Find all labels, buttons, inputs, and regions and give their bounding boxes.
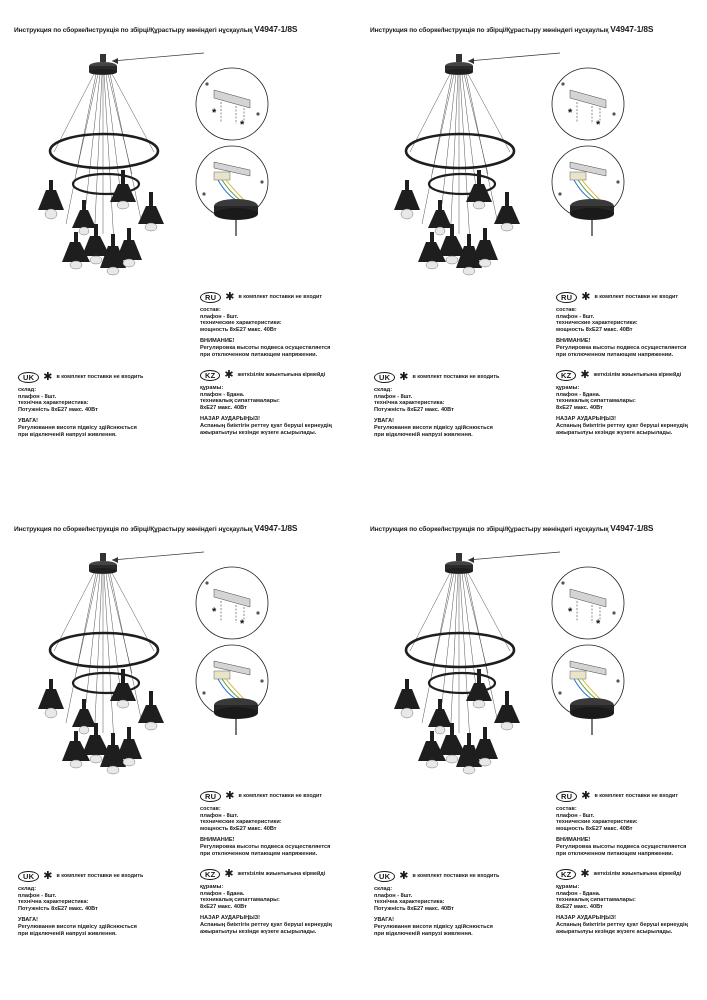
- kz-line: құрамы:: [200, 385, 224, 391]
- kz-star-note: жеткізілім жиынтығына кірмейді: [593, 372, 682, 379]
- uk-badge: UK: [374, 871, 395, 882]
- ru-badge: RU: [556, 791, 577, 802]
- wiring-detail-icon: [196, 146, 268, 236]
- kz-badge: KZ: [200, 869, 220, 880]
- uk-warning-line: Регулювання висоти підвісу здійснюється: [18, 923, 137, 930]
- ru-badge: RU: [200, 292, 221, 303]
- kz-line: құрамы:: [200, 884, 224, 890]
- ru-star-note: в комплект поставки не входит: [594, 294, 679, 301]
- uk-warning-line: Регулювання висоти підвісу здійснюється: [374, 424, 493, 431]
- asterisk-icon: ✱: [581, 291, 591, 303]
- ru-warning-title: ВНИМАНИЕ!: [556, 837, 591, 844]
- kz-warning-line: ажыратылуы кезінде жүзеге асырылады.: [200, 429, 317, 436]
- suspension-cables-icon: [54, 573, 154, 743]
- kz-block: [556, 869, 688, 935]
- lamp-shade-icon: [394, 170, 520, 275]
- svg-text:*: *: [212, 606, 217, 618]
- uk-star-note: в комплект поставки не входить: [56, 873, 144, 880]
- ru-warning-line: при отключенном питающем напряжении.: [200, 351, 318, 358]
- outer-ring-icon: [406, 633, 514, 667]
- uk-badge: UK: [18, 871, 39, 882]
- model-number: V4947-1/8S: [254, 523, 298, 533]
- ru-block: [200, 791, 330, 857]
- suspension-cables-icon: [410, 74, 510, 244]
- kz-line: плафон - 8дана.: [556, 391, 601, 398]
- asterisk-icon: ✱: [43, 870, 53, 882]
- uk-badge: UK: [18, 372, 39, 383]
- ceiling-canopy-icon: [89, 553, 117, 574]
- uk-badge: UK: [374, 372, 395, 383]
- ru-warning-line: Регулировка высоты подвеса осуществляется: [200, 344, 331, 351]
- uk-block: [374, 372, 499, 438]
- uk-warning-line: при відключеній напрузі живлення.: [18, 930, 117, 937]
- uk-block: [18, 871, 143, 937]
- asterisk-icon: ✱: [225, 790, 235, 802]
- chandelier-illustration: [14, 523, 354, 823]
- lamp-shade-icon: [38, 170, 164, 275]
- asterisk-icon: ✱: [43, 371, 53, 383]
- kz-warning-title: НАЗАР АУДАРЫҢЫЗ!: [200, 416, 261, 423]
- svg-text:*: *: [596, 618, 601, 630]
- asterisk-icon: ✱: [399, 870, 409, 882]
- uk-block: [374, 871, 499, 937]
- kz-warning-line: ажыратылуы кезінде жүзеге асырылады.: [200, 928, 317, 935]
- kz-warning-title: НАЗАР АУДАРЫҢЫЗ!: [200, 915, 261, 922]
- ru-block: [556, 292, 686, 358]
- uk-warning-line: Регулювання висоти підвісу здійснюється: [374, 923, 493, 930]
- ru-star-note: в комплект поставки не входит: [238, 294, 323, 301]
- uk-star-note: в комплект поставки не входить: [56, 374, 144, 381]
- ceiling-canopy-icon: [89, 54, 117, 75]
- kz-block: [556, 370, 688, 436]
- kz-line: құрамы:: [556, 884, 580, 890]
- kz-line: техникалық сипаттамалары:: [556, 398, 636, 405]
- kz-line: 8хЕ27 макс. 40Вт: [200, 404, 247, 411]
- ru-line: мощность 8хЕ27 макс. 40Вт: [200, 825, 277, 832]
- asterisk-icon: ✱: [581, 790, 591, 802]
- asterisk-icon: ✱: [580, 868, 590, 880]
- uk-star-note: в комплект поставки не входить: [412, 873, 500, 880]
- arrow-icon: [468, 53, 560, 64]
- ru-warning-line: при отключенном питающем напряжении.: [200, 850, 318, 857]
- model-number: V4947-1/8S: [610, 24, 654, 34]
- kz-line: техникалық сипаттамалары:: [556, 897, 636, 904]
- asterisk-icon: ✱: [224, 369, 234, 381]
- svg-text:*: *: [212, 107, 217, 119]
- kz-star-note: жеткізілім жиынтығына кірмейді: [593, 871, 682, 878]
- kz-line: плафон - 8дана.: [556, 890, 601, 897]
- uk-warning-title: УВАГА!: [18, 418, 39, 425]
- ru-line: технические характеристики:: [556, 320, 638, 327]
- kz-block: [200, 370, 332, 436]
- mounting-bracket-detail-icon: [552, 68, 624, 140]
- chandelier-illustration: [370, 523, 707, 823]
- ru-star-note: в комплект поставки не входит: [238, 793, 323, 800]
- kz-warning-line: Аспаның биіктігін реттеу қуат беруші кернеудің: [200, 422, 332, 429]
- ru-badge: RU: [556, 292, 577, 303]
- svg-text:*: *: [240, 119, 245, 131]
- title-text: Инструкция по сборке/Інструкція по збірці/Құрастыру жөніндегі нұсқаулық: [370, 27, 609, 34]
- uk-line: Потужність 8хЕ27 макс. 40Вт: [374, 905, 454, 912]
- uk-warning-line: Регулювання висоти підвісу здійснюється: [18, 424, 137, 431]
- kz-line: плафон - 8дана.: [200, 890, 245, 897]
- ru-line: состав:: [556, 307, 577, 313]
- uk-line: склад:: [374, 886, 393, 892]
- uk-warning-line: при відключеній напрузі живлення.: [374, 930, 473, 937]
- ru-line: технические характеристики:: [200, 819, 282, 826]
- kz-line: техникалық сипаттамалары:: [200, 897, 280, 904]
- ru-star-note: в комплект поставки не входит: [594, 793, 679, 800]
- ru-warning-line: Регулировка высоты подвеса осуществляется: [556, 843, 687, 850]
- asterisk-icon: ✱: [399, 371, 409, 383]
- uk-line: плафон - 8шт.: [374, 892, 413, 899]
- kz-warning-line: Аспаның биіктігін реттеу қуат беруші кернеудің: [556, 422, 688, 429]
- ru-line: мощность 8хЕ27 макс. 40Вт: [556, 825, 633, 832]
- title-text: Инструкция по сборке/Інструкція по збірці/Құрастыру жөніндегі нұсқаулық: [14, 27, 253, 34]
- kz-block: [200, 869, 332, 935]
- ru-block: [556, 791, 686, 857]
- mounting-bracket-detail-icon: [552, 567, 624, 639]
- asterisk-icon: ✱: [580, 369, 590, 381]
- ru-line: плафон - 8шт.: [200, 313, 239, 320]
- svg-text:*: *: [240, 618, 245, 630]
- lamp-shade-icon: [38, 669, 164, 774]
- ru-line: состав:: [556, 806, 577, 812]
- uk-warning-title: УВАГА!: [374, 418, 395, 425]
- ceiling-canopy-icon: [445, 553, 473, 574]
- uk-block: [18, 372, 143, 438]
- uk-line: технічна характеристика:: [374, 899, 445, 906]
- ru-badge: RU: [200, 791, 221, 802]
- ru-warning-line: Регулировка высоты подвеса осуществляется: [200, 843, 331, 850]
- ru-line: плафон - 8шт.: [556, 313, 595, 320]
- ru-line: мощность 8хЕ27 макс. 40Вт: [556, 326, 633, 333]
- uk-star-note: в комплект поставки не входить: [412, 374, 500, 381]
- ru-line: технические характеристики:: [200, 320, 282, 327]
- uk-line: склад:: [18, 886, 37, 892]
- model-number: V4947-1/8S: [254, 24, 298, 34]
- uk-warning-title: УВАГА!: [18, 917, 39, 924]
- ru-line: состав:: [200, 806, 221, 812]
- uk-line: склад:: [374, 387, 393, 393]
- chandelier-illustration: [14, 24, 354, 324]
- kz-warning-line: Аспаның биіктігін реттеу қуат беруші кернеудің: [556, 921, 688, 928]
- title-text: Инструкция по сборке/Інструкція по збірці/Құрастыру жөніндегі нұсқаулық: [370, 526, 609, 533]
- instruction-sheet-top-right: [370, 24, 707, 494]
- ru-warning-line: Регулировка высоты подвеса осуществляется: [556, 344, 687, 351]
- kz-warning-title: НАЗАР АУДАРЫҢЫЗ!: [556, 915, 617, 922]
- ru-warning-title: ВНИМАНИЕ!: [200, 837, 235, 844]
- ru-line: технические характеристики:: [556, 819, 638, 826]
- kz-badge: KZ: [556, 370, 576, 381]
- asterisk-icon: ✱: [224, 868, 234, 880]
- suspension-cables-icon: [410, 573, 510, 743]
- uk-line: склад:: [18, 387, 37, 393]
- kz-line: плафон - 8дана.: [200, 391, 245, 398]
- ru-line: состав:: [200, 307, 221, 313]
- outer-ring-icon: [50, 134, 158, 168]
- kz-warning-line: ажыратылуы кезінде жүзеге асырылады.: [556, 429, 673, 436]
- ceiling-canopy-icon: [445, 54, 473, 75]
- ru-warning-title: ВНИМАНИЕ!: [200, 338, 235, 345]
- uk-warning-line: при відключеній напрузі живлення.: [374, 431, 473, 438]
- kz-line: 8хЕ27 макс. 40Вт: [200, 903, 247, 910]
- arrow-icon: [112, 53, 204, 64]
- kz-warning-title: НАЗАР АУДАРЫҢЫЗ!: [556, 416, 617, 423]
- mounting-bracket-detail-icon: [196, 567, 268, 639]
- wiring-detail-icon: [196, 645, 268, 735]
- asterisk-icon: ✱: [225, 291, 235, 303]
- title-text: Инструкция по сборке/Інструкція по збірці/Құрастыру жөніндегі нұсқаулық: [14, 526, 253, 533]
- kz-warning-line: Аспаның биіктігін реттеу қуат беруші кернеудің: [200, 921, 332, 928]
- uk-line: Потужність 8хЕ27 макс. 40Вт: [18, 406, 98, 413]
- kz-badge: KZ: [200, 370, 220, 381]
- ru-line: плафон - 8шт.: [556, 812, 595, 819]
- instruction-sheet-top-left: [14, 24, 354, 494]
- svg-text:*: *: [568, 107, 573, 119]
- uk-line: Потужність 8хЕ27 макс. 40Вт: [374, 406, 454, 413]
- lamp-shade-icon: [394, 669, 520, 774]
- kz-line: құрамы:: [556, 385, 580, 391]
- svg-text:*: *: [596, 119, 601, 131]
- ru-line: плафон - 8шт.: [200, 812, 239, 819]
- ru-block: [200, 292, 330, 358]
- instruction-sheet-bottom-right: [370, 523, 707, 993]
- uk-line: плафон - 8шт.: [18, 393, 57, 400]
- arrow-icon: [112, 552, 204, 563]
- kz-badge: KZ: [556, 869, 576, 880]
- wiring-detail-icon: [552, 146, 624, 236]
- kz-star-note: жеткізілім жиынтығына кірмейді: [237, 871, 326, 878]
- uk-warning-title: УВАГА!: [374, 917, 395, 924]
- chandelier-illustration: [370, 24, 707, 324]
- uk-line: технічна характеристика:: [18, 400, 89, 407]
- uk-line: технічна характеристика:: [374, 400, 445, 407]
- arrow-icon: [468, 552, 560, 563]
- uk-line: плафон - 8шт.: [374, 393, 413, 400]
- ru-warning-line: при отключенном питающем напряжении.: [556, 351, 674, 358]
- ru-line: мощность 8хЕ27 макс. 40Вт: [200, 326, 277, 333]
- svg-text:*: *: [568, 606, 573, 618]
- ru-warning-title: ВНИМАНИЕ!: [556, 338, 591, 345]
- uk-warning-line: при відключеній напрузі живлення.: [18, 431, 117, 438]
- mounting-bracket-detail-icon: [196, 68, 268, 140]
- kz-warning-line: ажыратылуы кезінде жүзеге асырылады.: [556, 928, 673, 935]
- kz-star-note: жеткізілім жиынтығына кірмейді: [237, 372, 326, 379]
- wiring-detail-icon: [552, 645, 624, 735]
- outer-ring-icon: [406, 134, 514, 168]
- suspension-cables-icon: [54, 74, 154, 244]
- kz-line: техникалық сипаттамалары:: [200, 398, 280, 405]
- outer-ring-icon: [50, 633, 158, 667]
- model-number: V4947-1/8S: [610, 523, 654, 533]
- uk-line: плафон - 8шт.: [18, 892, 57, 899]
- uk-line: технічна характеристика:: [18, 899, 89, 906]
- instruction-sheet-bottom-left: [14, 523, 354, 993]
- kz-line: 8хЕ27 макс. 40Вт: [556, 404, 603, 411]
- uk-line: Потужність 8хЕ27 макс. 40Вт: [18, 905, 98, 912]
- ru-warning-line: при отключенном питающем напряжении.: [556, 850, 674, 857]
- kz-line: 8хЕ27 макс. 40Вт: [556, 903, 603, 910]
